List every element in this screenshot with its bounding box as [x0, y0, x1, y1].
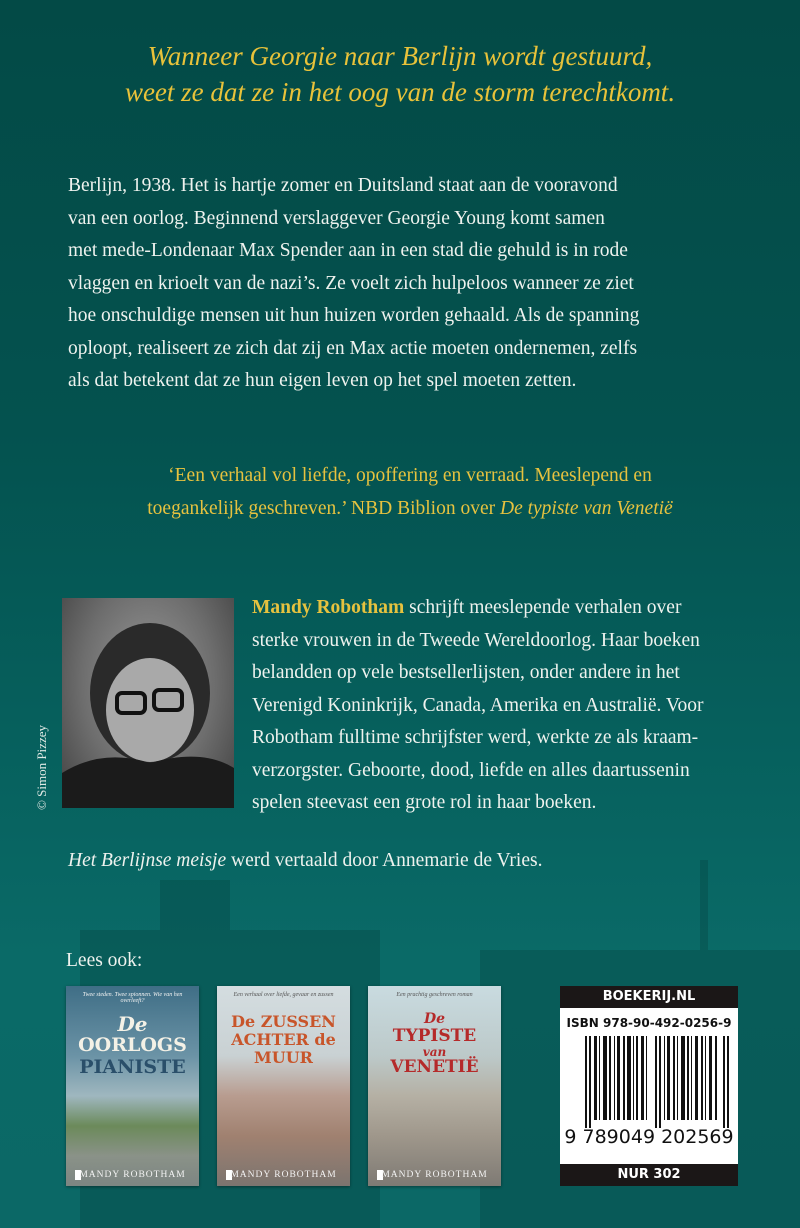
cover-tagline: Een verhaal over liefde, gevaar en zussen — [233, 992, 334, 998]
blurb-line: als dat betekent dat ze hun eigen leven op het spel moeten zetten. — [68, 370, 577, 391]
cover-tagline: Twee steden. Twee spionnen. Wie van hen overleeft? — [82, 992, 183, 1004]
author-photo — [62, 598, 234, 808]
publisher-url: BOEKERIJ.NL — [560, 986, 738, 1008]
cover-tagline: Een prachtig geschreven roman — [396, 992, 473, 998]
cover-title: ACHTER de — [231, 1030, 336, 1049]
book-cover-de-oorlogspianiste[interactable] — [66, 986, 199, 1186]
bio-line: Robotham fulltime schrijfster werd, werkte ze als kraam- — [252, 727, 699, 748]
book-blurb — [68, 170, 748, 398]
isbn-barcode-block — [560, 986, 738, 1186]
book-cover-de-zussen-achter-de-muur[interactable] — [217, 986, 350, 1186]
bio-line: belandden op vele bestsellerlijsten, onder andere in het — [252, 662, 680, 683]
review-book-title: De typiste van Venetië — [499, 497, 673, 519]
review-source: toegankelijk geschreven.’ NBD Biblion over — [147, 497, 500, 519]
blurb-line: vlaggen en krioelt van de nazi’s. Ze voelt zich hulpeloos wanneer ze ziet — [68, 272, 634, 294]
review-line-2 — [60, 493, 760, 526]
blurb-line: oploopt, realiseert ze zich dat zij en Max actie moeten ondernemen, zelfs — [68, 337, 638, 359]
translator-text: werd vertaald door Annemarie de Vries. — [226, 850, 543, 871]
cover-title: VENETIË — [390, 1057, 479, 1077]
also-read-label: Lees ook: — [66, 950, 143, 971]
tagline-line-1: Wanneer Georgie naar Berlijn wordt gestuurd, — [147, 41, 653, 71]
cover-author: MANDY ROBOTHAM — [230, 1170, 337, 1180]
author-bio — [252, 592, 752, 820]
cover-title: van — [422, 1045, 447, 1059]
cover-title: TYPISTE — [392, 1026, 477, 1046]
cover-title: OORLOGS — [78, 1034, 187, 1056]
bio-line: Verenigd Koninkrijk, Canada, Amerika en Australië. Voor — [252, 694, 704, 716]
cover-title: MUUR — [254, 1048, 313, 1067]
isbn-number: ISBN 978-90-492-0256-9 — [566, 1016, 732, 1030]
bio-line: spelen steevast een grote rol in haar boeken. — [252, 792, 597, 813]
tagline-line-2: weet ze dat ze in het oog van de storm terechtkomt. — [124, 77, 676, 107]
cover-title: De — [117, 1012, 148, 1036]
bio-line — [252, 592, 752, 625]
cover-title: De — [423, 1011, 446, 1027]
translated-book-title: Het Berlijnse meisje — [68, 850, 227, 871]
book-cover-de-typiste-van-venetie[interactable] — [368, 986, 501, 1186]
author-portrait-icon — [62, 598, 234, 808]
author-name: Mandy Robotham — [252, 597, 405, 618]
cover-title: PIANISTE — [79, 1056, 186, 1078]
barcode-icon — [585, 1036, 733, 1128]
cover-author: MANDY ROBOTHAM — [79, 1170, 186, 1180]
nur-code: NUR 302 — [560, 1164, 738, 1186]
blurb-line: van een oorlog. Beginnend verslaggever Georgie Young komt samen — [68, 207, 605, 229]
blurb-line: Berlijn, 1938. Het is hartje zomer en Duitsland staat aan de vooravond — [68, 175, 618, 196]
translator-credit — [68, 850, 542, 872]
blurb-line: hoe onschuldige mensen uit hun huizen worden gehaald. Als de spanning — [68, 305, 640, 326]
cover-title: De ZUSSEN — [231, 1012, 336, 1031]
barcode-digits: 9 789049 202569 — [564, 1126, 734, 1148]
review-quote — [60, 460, 760, 525]
bio-line: verzorgster. Geboorte, dood, liefde en alles daartussenin — [252, 759, 690, 781]
photo-credit: © Simon Pizzey — [34, 725, 49, 810]
bio-line: sterke vrouwen in de Tweede Wereldoorlog. Haar boeken — [252, 629, 700, 651]
tagline — [0, 38, 800, 110]
blurb-line: met mede-Londenaar Max Spender aan in een stad die gehuld is in rode — [68, 240, 628, 261]
review-line-1: ‘Een verhaal vol liefde, opoffering en verraad. Meeslepend en — [168, 465, 652, 486]
bio-text: schrijft meeslepende verhalen over — [404, 597, 682, 618]
cover-author: MANDY ROBOTHAM — [381, 1170, 488, 1180]
